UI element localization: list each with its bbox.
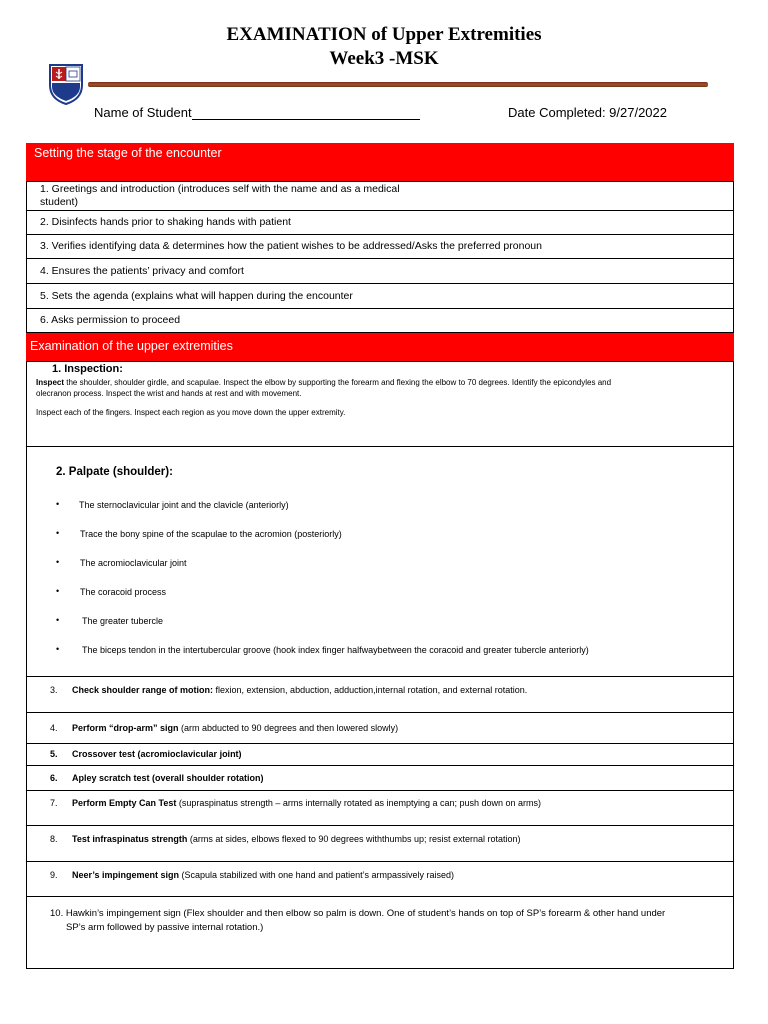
inspection-title: 1. Inspection:: [52, 363, 123, 375]
bullet-icon: •: [56, 528, 60, 538]
test-apley-num: 6.: [50, 773, 58, 783]
palpate-item-5: The greater tubercle: [82, 616, 164, 626]
test-neer: Neer’s impingement sign (Scapula stabilized with one hand and patient’s armpassively raised): [72, 870, 455, 880]
test-rom-num: 3.: [50, 685, 58, 695]
row-divider: [26, 283, 734, 284]
row-divider: [26, 446, 734, 447]
palpate-title: 2. Palpate (shoulder):: [56, 466, 173, 478]
item-verify: 3. Verifies identifying data & determines how the patient wishes to be addressed/Asks the preferred pronoun: [40, 240, 542, 252]
bullet-icon: •: [56, 499, 60, 509]
row-divider: [26, 712, 734, 713]
row-divider: [26, 308, 734, 309]
student-name-field[interactable]: Name of Student: [94, 105, 420, 120]
inspection-text-3: Inspect each of the fingers. Inspect each region as you move down the upper extremity.: [36, 408, 346, 417]
item-greetings: 1. Greetings and introduction (introduces self with the name and as a medical: [40, 183, 400, 195]
test-rom: Check shoulder range of motion: flexion, extension, abduction, adduction,internal rotation, and external rotation.: [72, 685, 528, 695]
item-permission: 6. Asks permission to proceed: [40, 314, 181, 326]
document-title: EXAMINATION of Upper Extremities: [226, 24, 542, 45]
bullet-icon: •: [56, 586, 60, 596]
section-examination-heading: Examination of the upper extremities: [26, 333, 734, 361]
test-hawkin: 10. Hawkin’s impingement sign (Flex shoulder and then elbow so palm is down. One of student’s hands on top of SP’s forearm & other hand under: [50, 908, 666, 919]
test-infraspinatus: Test infraspinatus strength (arms at sides, elbows flexed to 90 degrees withthumbs up; resist external rotation): [72, 834, 521, 844]
palpate-item-6: The biceps tendon in the intertubercular groove (hook index finger halfwaybetween the coracoid and greater tubercle anteriorly): [82, 645, 589, 655]
bullet-icon: •: [56, 557, 60, 567]
date-completed: Date Completed: 9/27/2022: [508, 105, 667, 120]
row-divider: [26, 258, 734, 259]
bullet-icon: •: [56, 615, 60, 625]
row-divider: [26, 676, 734, 677]
palpate-item-2: Trace the bony spine of the scapulae to the acromion (posteriorly): [80, 529, 342, 539]
header-divider: [88, 82, 708, 87]
bullet-icon: •: [56, 644, 60, 654]
palpate-item-4: The coracoid process: [80, 587, 167, 597]
row-divider: [26, 896, 734, 897]
school-crest-icon: [48, 63, 84, 105]
test-crossover: Crossover test (acromioclavicular joint): [72, 749, 242, 759]
row-divider: [26, 234, 734, 235]
test-crossover-num: 5.: [50, 749, 58, 759]
row-divider: [26, 861, 734, 862]
test-empty-can: Perform Empty Can Test (supraspinatus strength – arms internally rotated as inemptying a can; push down on arms): [72, 798, 542, 808]
test-drop-arm: Perform “drop-arm” sign (arm abducted to 90 degrees and then lowered slowly): [72, 723, 399, 733]
row-divider: [26, 790, 734, 791]
palpate-item-3: The acromioclavicular joint: [80, 558, 187, 568]
item-disinfect: 2. Disinfects hands prior to shaking hands with patient: [40, 216, 291, 228]
document-subtitle: Week3 -MSK: [329, 48, 439, 69]
test-neer-num: 9.: [50, 870, 58, 880]
item-agenda: 5. Sets the agenda (explains what will happen during the encounter: [40, 290, 353, 302]
row-divider: [26, 765, 734, 766]
test-drop-arm-num: 4.: [50, 723, 58, 733]
test-infraspinatus-num: 8.: [50, 834, 58, 844]
test-hawkin-cont: SP’s arm followed by passive internal rotation.): [66, 922, 264, 933]
inspection-text-2: olecranon process. Inspect the wrist and hands at rest and with movement.: [36, 389, 302, 398]
student-name-line[interactable]: [192, 105, 420, 120]
test-empty-can-num: 7.: [50, 798, 58, 808]
palpate-item-1: The sternoclavicular joint and the clavicle (anteriorly): [79, 500, 289, 510]
row-divider: [26, 210, 734, 211]
row-divider: [26, 743, 734, 744]
section-setting-stage-heading: Setting the stage of the encounter: [26, 143, 734, 181]
item-greetings-cont: student): [40, 196, 78, 208]
row-divider: [26, 825, 734, 826]
section-setting-stage-table: [26, 181, 734, 333]
inspection-text-1: Inspect the shoulder, shoulder girdle, and scapulae. Inspect the elbow by supporting the forearm and flexing the elbow to 70 degrees. Identify the epicondyles and: [36, 378, 612, 387]
test-apley: Apley scratch test (overall shoulder rotation): [72, 773, 264, 783]
item-privacy: 4. Ensures the patients’ privacy and comfort: [40, 265, 244, 277]
